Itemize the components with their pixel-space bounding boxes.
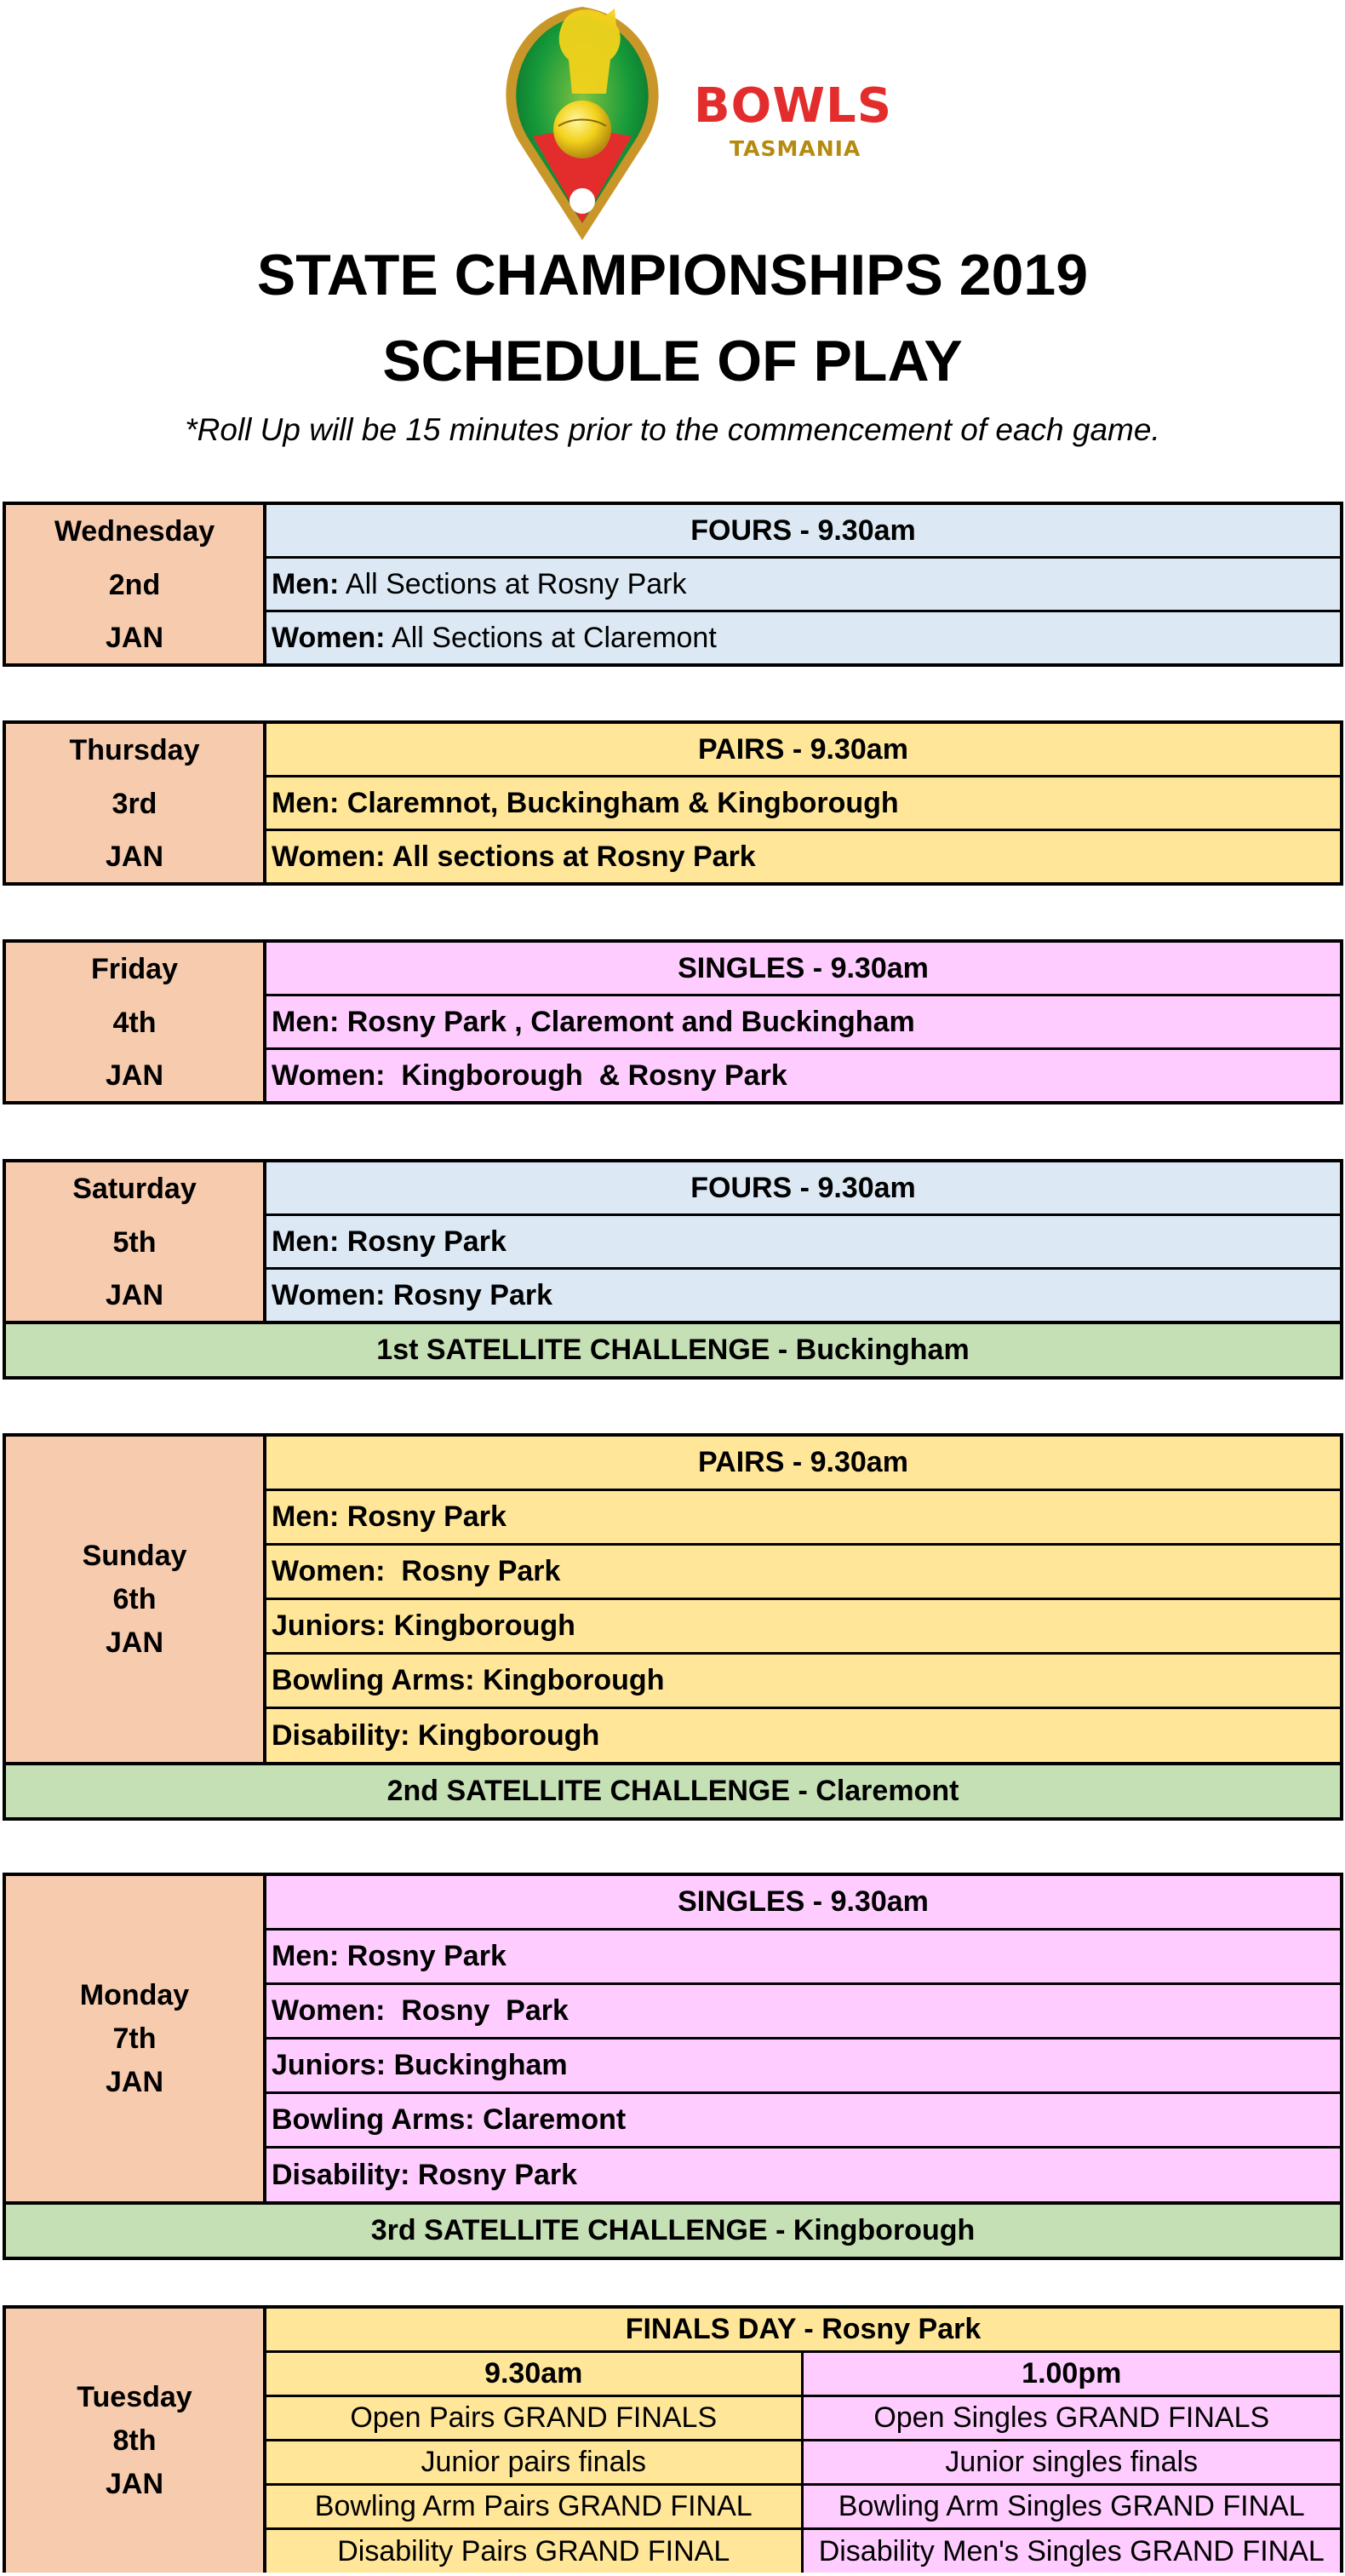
day-cell [6, 2309, 266, 2573]
day-block-sunday [3, 1433, 1343, 1821]
day-name: Friday [90, 953, 179, 985]
page-subtitle: SCHEDULE OF PLAY [382, 329, 963, 393]
events-list [266, 1437, 1340, 1762]
finals-table [266, 2309, 1340, 2573]
bowls-tasmania-logo [487, 0, 896, 247]
event-row: Juniors: Kingborough [266, 1600, 1340, 1655]
logo-brand-text: BOWLS [694, 78, 893, 134]
event-heading: SINGLES - 9.30am [266, 943, 1340, 996]
day-block-tuesday-finals [3, 2305, 1343, 2573]
day-cell [6, 724, 266, 882]
day-date: 8th [112, 2424, 157, 2457]
day-cell [6, 1437, 266, 1762]
day-cell [6, 1162, 266, 1321]
finals-morning-event: Bowling Arm Pairs GRAND FINAL [266, 2486, 804, 2530]
day-name: Wednesday [54, 515, 215, 548]
finals-morning-event: Junior pairs finals [266, 2441, 804, 2486]
event-row: Men: All Sections at Rosny Park [266, 559, 1340, 612]
event-row: Women: Kingborough & Rosny Park [272, 1059, 787, 1092]
day-month: JAN [105, 840, 164, 873]
day-name: Tuesday [77, 2380, 192, 2413]
event-row: Men: Rosny Park [266, 1216, 1340, 1270]
event-row: Juniors: Buckingham [266, 2040, 1340, 2094]
event-row: Women: All sections at Rosny Park [272, 840, 756, 873]
page-title: STATE CHAMPIONSHIPS 2019 [256, 243, 1089, 307]
event-heading: FOURS - 9.30am [266, 1162, 1340, 1216]
day-date: 6th [112, 1582, 157, 1615]
day-month: JAN [105, 2467, 164, 2500]
day-month: JAN [105, 621, 164, 654]
satellite-challenge-banner: 3rd SATELLITE CHALLENGE - Kingborough [3, 2205, 1343, 2260]
finals-time-morning: 9.30am [266, 2353, 804, 2397]
finals-morning-event: Disability Pairs GRAND FINAL [266, 2530, 804, 2573]
event-row: Women: Rosny Park [266, 1985, 1340, 2040]
roll-up-note: *Roll Up will be 15 minutes prior to the commencement of each game. [185, 412, 1160, 447]
day-cell [6, 943, 266, 1101]
event-row: Bowling Arms: Kingborough [266, 1655, 1340, 1709]
finals-afternoon-event: Disability Men's Singles GRAND FINAL [804, 2530, 1341, 2573]
satellite-challenge-banner: 2nd SATELLITE CHALLENGE - Claremont [3, 1765, 1343, 1821]
day-block-friday [3, 939, 1343, 1104]
event-row: Disability: Kingborough [272, 1718, 600, 1752]
day-cell [6, 1876, 266, 2201]
finals-morning-event: Open Pairs GRAND FINALS [266, 2397, 804, 2441]
day-month: JAN [105, 1059, 164, 1092]
event-row: Men: Claremnot, Buckingham & Kingborough [266, 777, 1340, 831]
event-row: Women: All Sections at Claremont [272, 621, 717, 654]
event-heading: PAIRS - 9.30am [266, 1437, 1340, 1491]
event-heading: FOURS - 9.30am [266, 505, 1340, 559]
event-row: Disability: Rosny Park [272, 2158, 578, 2191]
events-list [266, 943, 1340, 1101]
day-month: JAN [105, 1278, 164, 1311]
event-row: Men: Rosny Park [266, 1491, 1340, 1546]
day-month: JAN [105, 2065, 164, 2098]
day-date: 3rd [112, 788, 157, 820]
events-list [266, 505, 1340, 663]
day-name: Sunday [82, 1539, 187, 1572]
events-list [266, 724, 1340, 882]
finals-afternoon-event: Junior singles finals [804, 2441, 1341, 2486]
day-date: 5th [112, 1226, 157, 1259]
event-row: Women: Rosny Park [272, 1278, 553, 1311]
event-row: Bowling Arms: Claremont [266, 2094, 1340, 2149]
events-list [266, 1162, 1340, 1321]
day-name: Thursday [69, 734, 200, 766]
day-block-thursday [3, 720, 1343, 886]
finals-afternoon-event: Open Singles GRAND FINALS [804, 2397, 1341, 2441]
day-cell [6, 505, 266, 663]
day-date: 2nd [108, 569, 161, 601]
day-name: Monday [79, 1978, 190, 2011]
day-block-monday [3, 1873, 1343, 2260]
event-row: Men: Rosny Park , Claremont and Buckingham [266, 996, 1340, 1050]
event-heading: PAIRS - 9.30am [266, 724, 1340, 777]
finals-time-afternoon: 1.00pm [804, 2353, 1341, 2397]
day-date: 7th [112, 2022, 157, 2055]
day-block-wednesday [3, 502, 1343, 667]
event-heading: SINGLES - 9.30am [266, 1876, 1340, 1931]
day-date: 4th [112, 1007, 157, 1039]
events-list [266, 1876, 1340, 2201]
day-name: Saturday [72, 1173, 197, 1205]
day-month: JAN [105, 1626, 164, 1659]
finals-heading: FINALS DAY - Rosny Park [266, 2309, 1340, 2353]
day-block-saturday [3, 1159, 1343, 1380]
finals-afternoon-event: Bowling Arm Singles GRAND FINAL [804, 2486, 1341, 2530]
event-row: Men: Rosny Park [266, 1931, 1340, 1985]
logo-sub-text: TASMANIA [730, 136, 861, 161]
finals-grid [266, 2353, 1340, 2573]
event-row: Women: Rosny Park [266, 1546, 1340, 1600]
satellite-challenge-banner: 1st SATELLITE CHALLENGE - Buckingham [3, 1324, 1343, 1380]
